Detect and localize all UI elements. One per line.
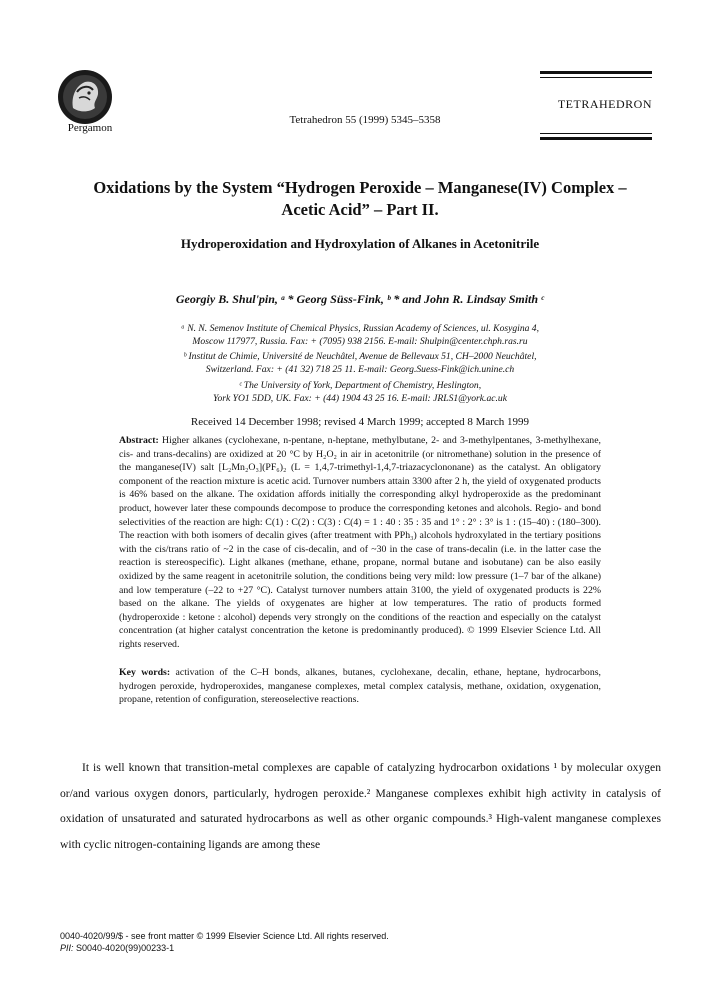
publisher-logo (55, 68, 115, 126)
footer-copyright: 0040-4020/99/$ - see front matter © 1999 Elsevier Science Ltd. All rights reserved. (60, 931, 389, 941)
received-dates: Received 14 December 1998; revised 4 March 1999; accepted 8 March 1999 (190, 416, 530, 428)
keywords-label: Key words: (119, 667, 171, 678)
affiliation-c (120, 379, 600, 405)
footer (60, 930, 460, 954)
title-line-1: Oxidations by the System “Hydrogen Peroxide – Manganese(IV) Complex – (93, 178, 627, 197)
journal-name: TETRAHEDRON (557, 97, 652, 111)
header-rule-bottom-thin (540, 133, 652, 134)
journal-citation: Tetrahedron 55 (1999) 5345–5358 (289, 114, 441, 126)
affiliation-b-line-1: ᵇ Institut de Chimie, Université de Neuchâtel, Avenue de Bellevaux 51, CH–2000 Neuchâtel, (183, 351, 537, 362)
title-line-2: Acetic Acid” – Part II. (281, 200, 439, 219)
author-list: Georgiy B. Shul'pin, ᵃ * Georg Süss-Fink, ᵇ * and John R. Lindsay Smith ᶜ (175, 292, 545, 306)
footer-pii-value: S0040-4020(99)00233-1 (76, 943, 175, 953)
article-subtitle: Hydroperoxidation and Hydroxylation of Alkanes in Acetonitrile (180, 236, 540, 251)
header-rule-top (540, 71, 652, 74)
affiliation-a-line-2: Moscow 117977, Russia. Fax: + (7095) 938 2156. E-mail: Shulpin@center.chph.ras.ru (192, 336, 528, 347)
abstract-label: Abstract: (119, 435, 159, 446)
affiliation-c-line-1: ᶜ The University of York, Department of Chemistry, Heslington, (238, 380, 482, 391)
footer-pii-label: PII: (60, 943, 74, 953)
header-rule-top-thin (540, 77, 652, 78)
keywords-text: activation of the C–H bonds, alkanes, butanes, cyclohexane, decalin, ethane, heptane, hydrocarbons, hydrogen peroxide, hydroperoxides, manganese complexes, metal complex catalysis, methane, oxidation, oxygenation, propane, retention of configuration, stereoselective reactions. (119, 667, 601, 706)
affiliation-a-line-1: ᵃ N. N. Semenov Institute of Chemical Physics, Russian Academy of Sciences, ul. Kosygina 4, (180, 323, 540, 334)
publisher-name: Pergamon (67, 122, 113, 134)
article-title (60, 177, 660, 221)
abstract (119, 434, 601, 652)
keywords (119, 666, 601, 707)
affiliation-b (120, 350, 600, 376)
footer-pii (60, 942, 460, 954)
body-paragraph: It is well known that transition-metal complexes are capable of catalyzing hydrocarbon oxidations ¹ by molecular oxygen or/and various oxygen donors, particularly, hydrogen peroxide.² Manganese complexes exhibit high activity in catalysis of oxidation of unsaturated and saturated hydrocarbons as well as other organic compounds.³ High-valent manganese complexes with cyclic nitrogen-containing ligands are among these (60, 761, 661, 851)
header-rule-bottom (540, 137, 652, 140)
abstract-text: Higher alkanes (cyclohexane, n-pentane, n-heptane, methylbutane, 2- and 3-methylpentanes, 3-methylhexane, cis- and trans-decalins) are oxidized at 20 °C by H₂O₂ in air in acetonitrile (or nitromethane) solution in the presence of the manganese(IV) salt [L₂Mn₂O₃](PF₆)₂ (L = 1,4,7-trimethyl-1,4,7-triazacyclononane) as the catalyst. An obligatory component of the reaction mixture is acetic acid. Turnover numbers attain 3300 after 2 h, the yield of oxygenated products is 46% based on the alkane. The oxidation affords initially the corresponding alkyl hydroperoxide as the predominant product, however later these compounds decompose to produce the corresponding ketones and alcohols. Regio- and bond selectivities of the reaction are high: C(1) : C(2) : C(3) : C(4) = 1 : 40 : 35 : 35 and 1° : 2° : 3° is 1 : (15–40) : (180–300). The reaction with both isomers of decalin gives (after treatment with PPh₃) alcohols hydroxylated in the tertiary positions with the cis/trans ratio of ~2 in the case of cis-decalin, and of ~30 in the case of trans-decalin (i.e. in the latter case the reaction is stereospecific). Light alkanes (methane, ethane, propane, normal butane and isobutane) can be also easily oxidized by the same reagent in acetonitrile solution, the conditions being very mild: low pressure (1–7 bar of the alkane) and low temperature (–22 to +27 °C). Catalyst turnover numbers attain 3100, the yield of oxygenated products is 22% based on the alkane. The yields of oxygenates are higher at low temperatures. The ratio of products formed (hydroperoxide : ketone : alcohol) depends very strongly on the conditions of the reaction and especially on the catalyst concentration (at higher catalyst concentration the ketone is predominantly produced). © 1999 Elsevier Science Ltd. All rights reserved. (119, 435, 602, 650)
affiliation-a (120, 322, 600, 348)
affiliation-b-line-2: Switzerland. Fax: + (41 32) 718 25 11. E-mail: Georg.Suess-Fink@ich.unine.ch (205, 364, 515, 375)
affiliation-c-line-2: York YO1 5DD, UK. Fax: + (44) 1904 43 25 16. E-mail: JRLS1@york.ac.uk (213, 393, 507, 404)
